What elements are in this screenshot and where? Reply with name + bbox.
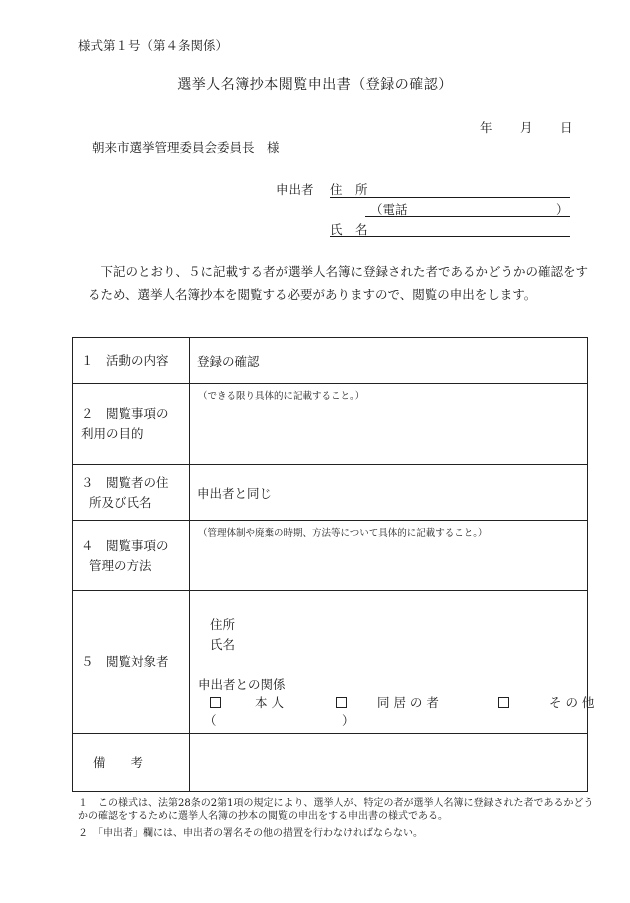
- purpose-label-line2: 利用の目的: [81, 426, 144, 441]
- name-underline: [330, 236, 570, 237]
- table-row: [73, 338, 588, 384]
- target-address-label: 住所: [210, 617, 236, 632]
- date-day-label: 日: [560, 120, 573, 135]
- viewer-label-line1: ３ 閲覧者の住: [81, 474, 169, 490]
- date-month-label: 月: [520, 120, 533, 135]
- target-field: [190, 591, 595, 734]
- footnote-2: ２ 「申出者」欄には、申出者の署名その他の措置を行わなければならない。: [78, 828, 423, 839]
- footnote-1: １ この様式は、法第28条の2第1項の規定により、選挙人が、特定の者が選挙人名簿に登録された者であるかどうかの確認をするために選挙人名簿の抄本の閲覧の申出をする申出書の様式である。: [78, 798, 594, 822]
- cohabitant-label: 同 居 の 者: [376, 695, 439, 710]
- remarks-field[interactable]: [190, 734, 588, 792]
- name-label: 氏 名: [330, 222, 368, 237]
- management-label: [73, 521, 190, 591]
- request-statement-text: 下記のとおり、５に記載する者が選挙人名簿に登録された者であるかどうかの確認をするため、選挙人名簿抄本を閲覧する必要がありますので、閲覧の申出をします。: [88, 264, 589, 302]
- phone-label: （電話: [370, 202, 408, 217]
- target-name-label: 氏名: [210, 637, 236, 652]
- table-row: [73, 465, 588, 521]
- relation-label: 申出者との関係: [198, 677, 286, 692]
- purpose-note: （できる限り具体的に記載すること。）: [198, 391, 365, 402]
- management-label-line2: 管理の方法: [89, 557, 152, 573]
- phone-close: ）: [556, 202, 569, 217]
- option-other[interactable]: [498, 693, 594, 711]
- purpose-label: [73, 384, 190, 465]
- remarks-label: 備 考: [73, 734, 190, 792]
- management-label-line1: ４ 閲覧事項の: [81, 537, 169, 553]
- date-year-label: 年: [480, 120, 493, 135]
- target-label: ５ 閲覧対象者: [73, 591, 190, 734]
- phone-underline: [365, 216, 570, 217]
- other-close-paren: ）: [342, 713, 355, 728]
- self-label: 本 人: [254, 695, 284, 710]
- management-note: （管理体制や廃棄の時期、方法等について具体的に記載すること。）: [198, 528, 488, 539]
- address-underline: [330, 197, 570, 198]
- activity-value: 登録の確認: [190, 338, 588, 384]
- viewer-label-line2: 所及び氏名: [89, 494, 152, 510]
- form-number: 様式第１号（第４条関係）: [78, 38, 229, 53]
- purpose-label-line1: ２ 閲覧事項の: [81, 406, 169, 421]
- viewer-label: [73, 465, 190, 521]
- other-open-paren: （: [204, 713, 217, 728]
- option-self[interactable]: [210, 693, 284, 711]
- table-row: [73, 521, 588, 591]
- activity-label: １ 活動の内容: [73, 338, 190, 384]
- self-checkbox[interactable]: [210, 697, 221, 708]
- other-label: そ の 他: [548, 695, 595, 710]
- table-row: [73, 734, 588, 792]
- other-checkbox[interactable]: [498, 697, 509, 708]
- document-title: 選挙人名簿抄本閲覧申出書（登録の確認）: [177, 77, 453, 93]
- purpose-field[interactable]: [190, 384, 588, 465]
- option-cohabitant[interactable]: [336, 693, 439, 711]
- address-label: 住 所: [330, 182, 368, 197]
- cohabitant-checkbox[interactable]: [336, 697, 347, 708]
- table-row: [73, 591, 588, 734]
- management-field[interactable]: [190, 521, 588, 591]
- request-statement: [88, 260, 588, 306]
- viewer-value: 申出者と同じ: [190, 465, 588, 521]
- addressee: 朝来市選挙管理委員会委員長 様: [92, 140, 280, 155]
- table-row: [73, 384, 588, 465]
- application-table: [72, 337, 595, 792]
- applicant-label: 申出者: [276, 182, 314, 197]
